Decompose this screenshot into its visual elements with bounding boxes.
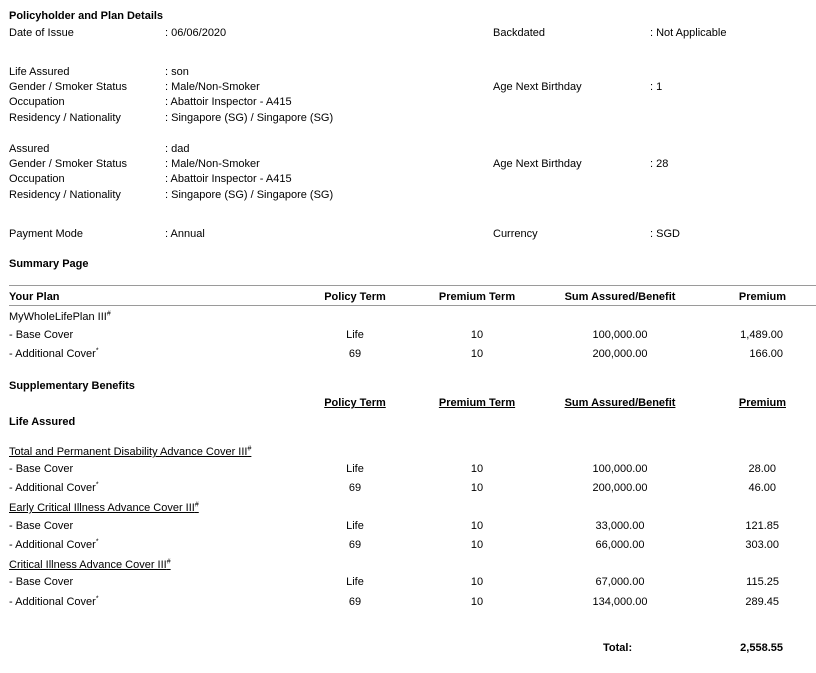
life-assured-label: Life Assured bbox=[9, 66, 70, 78]
total-label: Total: bbox=[603, 642, 633, 654]
assured-label: Assured bbox=[9, 143, 50, 155]
supp-policy-term-header: Policy Term bbox=[324, 397, 386, 409]
life-assured-value: : son bbox=[165, 66, 189, 78]
supp-row-sum: 100,000.00 bbox=[592, 463, 648, 475]
supp-row-premium-term: 10 bbox=[470, 576, 484, 588]
summary-row-term: Life bbox=[346, 329, 364, 341]
supp-row-term: Life bbox=[346, 576, 364, 588]
la-gender-value: : Male/Non-Smoker bbox=[165, 81, 260, 93]
supp-row-sum: 33,000.00 bbox=[595, 520, 645, 532]
la-occupation-label: Occupation bbox=[9, 96, 65, 108]
supp-premium-term-header: Premium Term bbox=[438, 397, 516, 409]
summary-title: Summary Page bbox=[9, 258, 89, 270]
as-age-value: : 28 bbox=[650, 158, 669, 170]
date-of-issue-label: Date of Issue bbox=[9, 27, 74, 39]
supp-row-sum: 67,000.00 bbox=[595, 576, 645, 588]
supp-row-label: - Base Cover bbox=[9, 576, 74, 588]
as-occupation-label: Occupation bbox=[9, 173, 65, 185]
total-value: 2,558.55 bbox=[740, 642, 783, 654]
as-occupation-value: : Abattoir Inspector - A415 bbox=[165, 173, 292, 185]
supp-row-sum: 200,000.00 bbox=[592, 482, 648, 494]
supp-row-premium-term: 10 bbox=[470, 520, 484, 532]
supp-row-premium-term: 10 bbox=[470, 463, 484, 475]
supp-row-label: - Additional Cover* bbox=[9, 538, 99, 551]
your-plan-header: Your Plan bbox=[9, 291, 60, 303]
payment-mode-label: Payment Mode bbox=[9, 228, 83, 240]
supp-row-label: - Additional Cover* bbox=[9, 595, 99, 608]
supp-row-term: Life bbox=[346, 463, 364, 475]
supp-row-term: Life bbox=[346, 520, 364, 532]
supp-row-term: 69 bbox=[348, 539, 362, 551]
summary-row-label: - Additional Cover* bbox=[9, 347, 99, 360]
supp-row-premium: 46.00 bbox=[748, 482, 776, 494]
supp-row-premium: 121.85 bbox=[745, 520, 779, 532]
date-of-issue-value: : 06/06/2020 bbox=[165, 27, 227, 39]
la-age-value: : 1 bbox=[650, 81, 663, 93]
summary-header-rule bbox=[9, 305, 816, 306]
as-gender-label: Gender / Smoker Status bbox=[9, 158, 127, 170]
payment-mode-value: : Annual bbox=[165, 228, 205, 240]
premium-term-header: Premium Term bbox=[438, 291, 516, 303]
supp-row-premium: 289.45 bbox=[745, 596, 779, 608]
supp-row-label: - Base Cover bbox=[9, 463, 74, 475]
supp-row-label: - Additional Cover* bbox=[9, 481, 99, 494]
as-gender-value: : Male/Non-Smoker bbox=[165, 158, 260, 170]
summary-row-label: - Base Cover bbox=[9, 329, 74, 341]
supp-row-premium-term: 10 bbox=[470, 539, 484, 551]
summary-row-premium-term: 10 bbox=[470, 329, 484, 341]
summary-row-sum: 100,000.00 bbox=[592, 329, 648, 341]
supp-row-premium-term: 10 bbox=[470, 482, 484, 494]
la-occupation-value: : Abattoir Inspector - A415 bbox=[165, 96, 292, 108]
backdated-label: Backdated bbox=[493, 27, 545, 39]
currency-value: : SGD bbox=[650, 228, 680, 240]
supp-premium-header: Premium bbox=[738, 397, 786, 409]
as-residency-value: : Singapore (SG) / Singapore (SG) bbox=[165, 189, 334, 201]
supp-sum-assured-header: Sum Assured/Benefit bbox=[564, 397, 676, 409]
page-title: Policyholder and Plan Details bbox=[9, 10, 164, 22]
supp-row-term: 69 bbox=[348, 596, 362, 608]
policy-term-header: Policy Term bbox=[324, 291, 386, 303]
plan-name: MyWholeLifePlan III# bbox=[9, 310, 111, 323]
summary-row-term: 69 bbox=[348, 348, 362, 360]
la-gender-label: Gender / Smoker Status bbox=[9, 81, 127, 93]
la-residency-value: : Singapore (SG) / Singapore (SG) bbox=[165, 112, 334, 124]
supp-group-name: Total and Permanent Disability Advance Cover III# bbox=[9, 445, 252, 458]
supp-row-premium: 303.00 bbox=[745, 539, 779, 551]
supp-row-sum: 134,000.00 bbox=[592, 596, 648, 608]
summary-row-premium: 1,489.00 bbox=[740, 329, 783, 341]
la-age-label: Age Next Birthday bbox=[493, 81, 582, 93]
as-age-label: Age Next Birthday bbox=[493, 158, 582, 170]
as-residency-label: Residency / Nationality bbox=[9, 189, 121, 201]
la-residency-label: Residency / Nationality bbox=[9, 112, 121, 124]
supp-row-premium-term: 10 bbox=[470, 596, 484, 608]
supp-row-premium: 28.00 bbox=[748, 463, 776, 475]
backdated-value: : Not Applicable bbox=[650, 27, 727, 39]
summary-row-sum: 200,000.00 bbox=[592, 348, 648, 360]
plan-name-mark: # bbox=[106, 310, 111, 318]
sum-assured-header: Sum Assured/Benefit bbox=[564, 291, 676, 303]
assured-value: : dad bbox=[165, 143, 190, 155]
supp-group-name: Critical Illness Advance Cover III# bbox=[9, 558, 171, 571]
supp-row-premium: 115.25 bbox=[746, 576, 779, 588]
supp-row-term: 69 bbox=[348, 482, 362, 494]
premium-header: Premium bbox=[738, 291, 786, 303]
supp-section-label: Life Assured bbox=[9, 416, 76, 428]
supp-row-sum: 66,000.00 bbox=[595, 539, 645, 551]
summary-top-rule bbox=[9, 285, 816, 286]
supplementary-title: Supplementary Benefits bbox=[9, 380, 135, 392]
summary-row-premium-term: 10 bbox=[470, 348, 484, 360]
currency-label: Currency bbox=[493, 228, 538, 240]
supp-row-label: - Base Cover bbox=[9, 520, 74, 532]
supp-group-name: Early Critical Illness Advance Cover III# bbox=[9, 501, 199, 514]
summary-row-premium: 166.00 bbox=[749, 348, 783, 360]
